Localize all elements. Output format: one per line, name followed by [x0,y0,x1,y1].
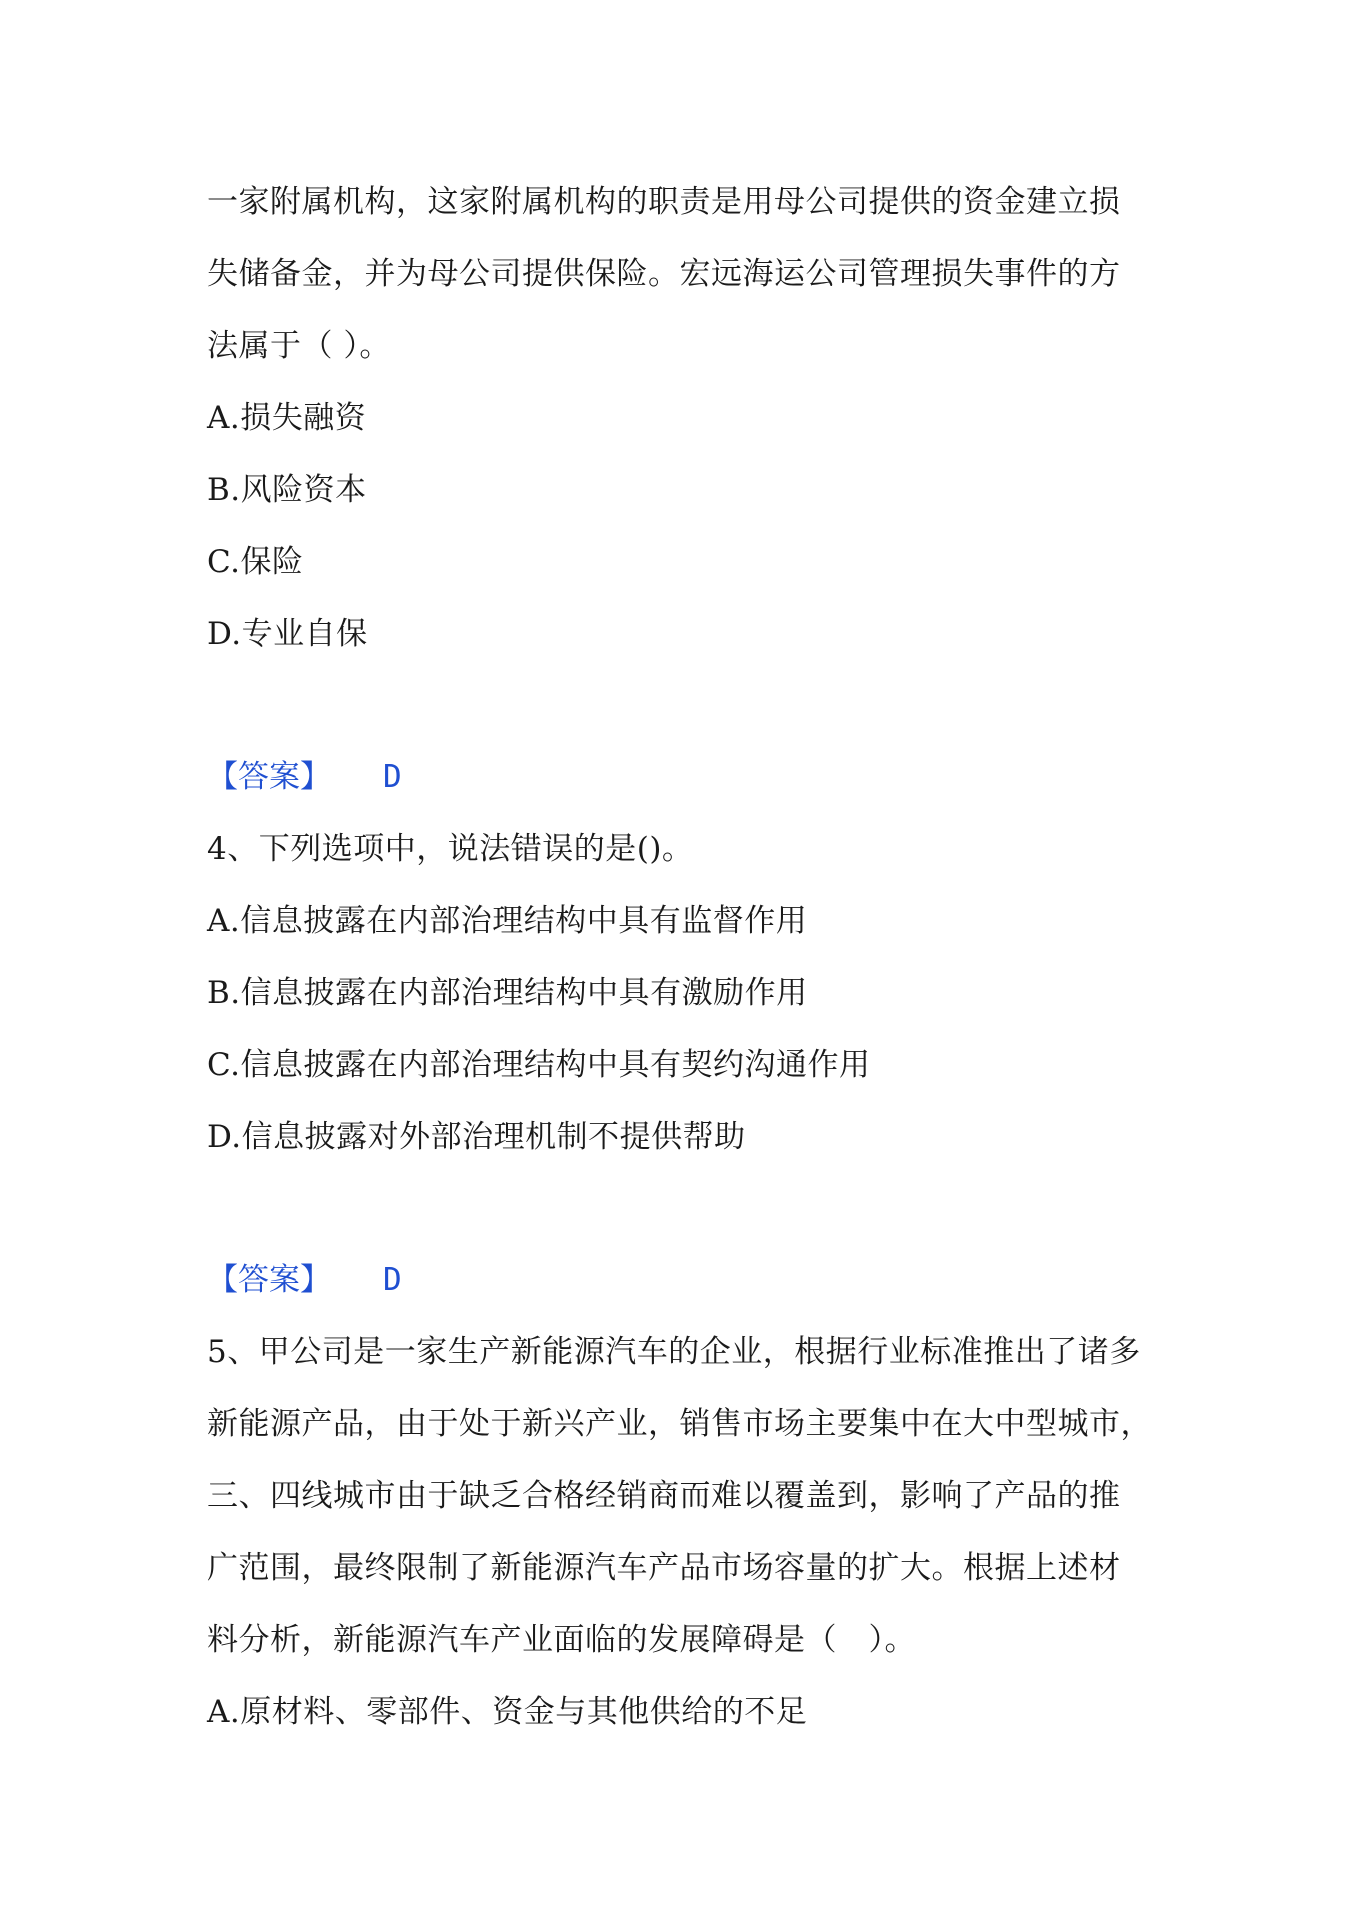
q4-stem-line-1: 4、下列选项中，说法错误的是()。 [207,831,694,867]
q3-stem-line-3: 法属于（ ）。 [207,328,391,364]
q3-answer-label: 【答案】 [207,759,331,795]
q3-option-d: D.专业自保 [207,616,368,652]
q5-stem-line-4: 广范围，最终限制了新能源汽车产品市场容量的扩大。根据上述材 [207,1550,1121,1586]
q3-option-c: C.保险 [207,544,304,580]
q4-answer-value: D [383,1262,402,1298]
q4-option-d: D.信息披露对外部治理机制不提供帮助 [207,1119,746,1155]
q3-answer-value: D [383,759,402,795]
q3-stem-line-2: 失储备金，并为母公司提供保险。宏远海运公司管理损失事件的方 [207,256,1121,292]
q4-answer [207,1260,402,1300]
q4-answer-label: 【答案】 [207,1262,331,1298]
q3-option-b: B.风险资本 [207,472,367,508]
q4-option-c: C.信息披露在内部治理结构中具有契约沟通作用 [207,1047,871,1083]
q4-option-a: A.信息披露在内部治理结构中具有监督作用 [207,903,808,939]
q3-option-a: A.损失融资 [207,400,367,436]
q3-stem-line-1: 一家附属机构，这家附属机构的职责是用母公司提供的资金建立损 [207,184,1121,220]
q5-option-a: A.原材料、零部件、资金与其他供给的不足 [207,1694,808,1730]
q5-stem-line-1: 5、甲公司是一家生产新能源汽车的企业，根据行业标准推出了诸多 [207,1334,1141,1370]
q4-option-b: B.信息披露在内部治理结构中具有激励作用 [207,975,808,1011]
q5-stem-line-3: 三、四线城市由于缺乏合格经销商而难以覆盖到，影响了产品的推 [207,1478,1121,1514]
q3-answer [207,757,402,797]
q5-stem-line-2: 新能源产品，由于处于新兴产业，销售市场主要集中在大中型城市， [207,1406,1152,1442]
q5-stem-line-5: 料分析，新能源汽车产业面临的发展障碍是（ ）。 [207,1622,916,1658]
